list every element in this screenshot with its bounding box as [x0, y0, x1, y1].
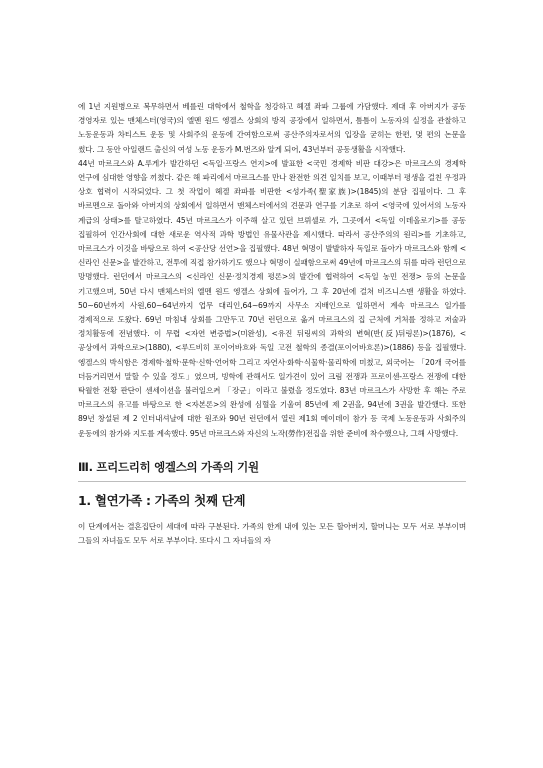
section-heading: Ⅲ. 프리드리히 엥겔스의 가족의 기원	[78, 459, 259, 474]
section-divider	[78, 481, 466, 482]
subsection-heading: 1. 혈연가족 : 가족의 첫째 단계	[78, 492, 246, 508]
paragraph-engels-early-life: 에 1년 지원병으로 복무하면서 베를린 대학에서 철학을 청강하고 헤겔 좌파 그룹에 가담했다. 제대 후 아버지가 공동 경영자로 있는 맨체스터(영국)의 엘멘 원드 엥겔스 상회의 방직 공장에서 일하면서, 틈틈이 노동자의 실정을 관찰하고 노동운동과 차티스트 운동 및 사회주의 운동에 간여함으로써 공산주의자로서의 입장을 굳히는 한편, 몇 편의 논문을 썼다. 그 동안 아일랜드 출신의 여성 노동 운동가 M.번즈와 알게 되어, 43년부터 공동생활을 시작했다.	[78, 102, 466, 154]
paragraph-engels-marx-collaboration: 44년 마르크스와 A.루게가 발간하던 <독일·프랑스 연지>에 발표한 <국민 경제학 비판 대강>은 마르크스의 경제학 연구에 심대한 영향을 끼쳤다. 같은 해 파리에서 마르크스를 만나 완전한 의견 일치를 보고, 이때부터 평생을 걸친 우정과 상호 협력이 시작되었다. 그 첫 작업이 헤겔 좌파를 비판한 <성가족(聖家族)>(1845)의 분담 집필이다. 그 후 바르멘으로 돌아와 아버지의 상회에서 일하면서 맨체스터에서의 견문과 연구를 기초로 하여 <영국에 있어서의 노동자 계급의 상태>를 탈고하였다. 45년 마르크스가 이주해 살고 있던 브뤼셀로 가, 그곳에서 <독일 이데올로기>를 공동 집필하여 인간사회에 대한 새로운 역사적 과학 방법인 유물사관을 제시했다. 따라서 공산주의의 원리>를 기초하고, 마르크스가 이것을 바탕으로 하여 <공산당 선언>을 집필했다. 48년 혁명이 발발하자 독일로 돌아가 마르크스와 함께 <신라인 신문>을 발간하고, 전투에 직접 참가하기도 했으나 혁명이 실패함으로써 49년에 마르크스의 뒤를 따라 런던으로 망명했다. 런던에서 마르크스의 <신라인 신문·정치경제 평론>의 발간에 협력하여 <독일 농민 전쟁> 등의 논문을 기고했으며, 50년 다시 맨체스터의 엘멘 원드 엥겔스 상회에 들어가, 그 후 20년에 걸쳐 비즈니스맨 생활을 하였다. 50~60년까지 사원,60~64년까지 업무 대리인,64~69까지 사무소 지배인으로 일하면서 계속 마르크스 일가를 경제적으로 도왔다. 69년 마침내 상회를 그만두고 70년 런던으로 옮겨 마르크스의 집 근처에 거처를 정하고 저술과 정치활동에 전념했다. 이 무렵 <자연 변증법>(미완성), <유진 뒤링씨의 과학의 변혁(반(反)뒤링론)>(1876), <공상에서 과학으로>(1880), <루드비히 포이어바흐와 독일 고전 철학의 종결(포이어바흐론)>(1886) 등을 집필했다. 엥겔스의 박식함은 경제학·철학·문학·신학·언어학 그리고 자연사·화학·식물학·물리학에 미쳤고, 외국어는 「20개 국어를 더듬거리면서 말할 수 있을 정도」였으며, 빙학에 관해서도 일가견이 있어 크림 전쟁과 프로이센-프랑스 전쟁에 대한 탁월한 전황 판단이 센세이션을 불러일으켜 「장군」이라고 불렸을 정도였다. 83년 마르크스가 사망한 후 해는 주로 마르크스의 유고를 바탕으로 한 <자본론>의 완성에 심혈을 기울여 85년에 제 2권을, 94년에 3권을 발간했다. 또한 89년 창설된 제 2 인터내셔날에 대한 원조와 90년 런던에서 열린 제1회 메이데이 참가 등 국제 노동운동과 사회주의 운동에의 참가와 지도를 계속했다. 95년 마르크스와 자신의 노작(勞作)전집을 위한 준비에 착수했으나, 그해 사망했다.	[78, 158, 466, 438]
document-body	[78, 100, 466, 548]
paragraph-consanguine-family: 이 단계에서는 결혼집단이 세대에 따라 구분된다. 가족의 한계 내에 있는 모든 할아버지, 할머니는 모두 서로 부부이며 그들의 자녀들도 모두 서로 부부이다. 또다시 그 자녀들의 자	[78, 521, 466, 546]
